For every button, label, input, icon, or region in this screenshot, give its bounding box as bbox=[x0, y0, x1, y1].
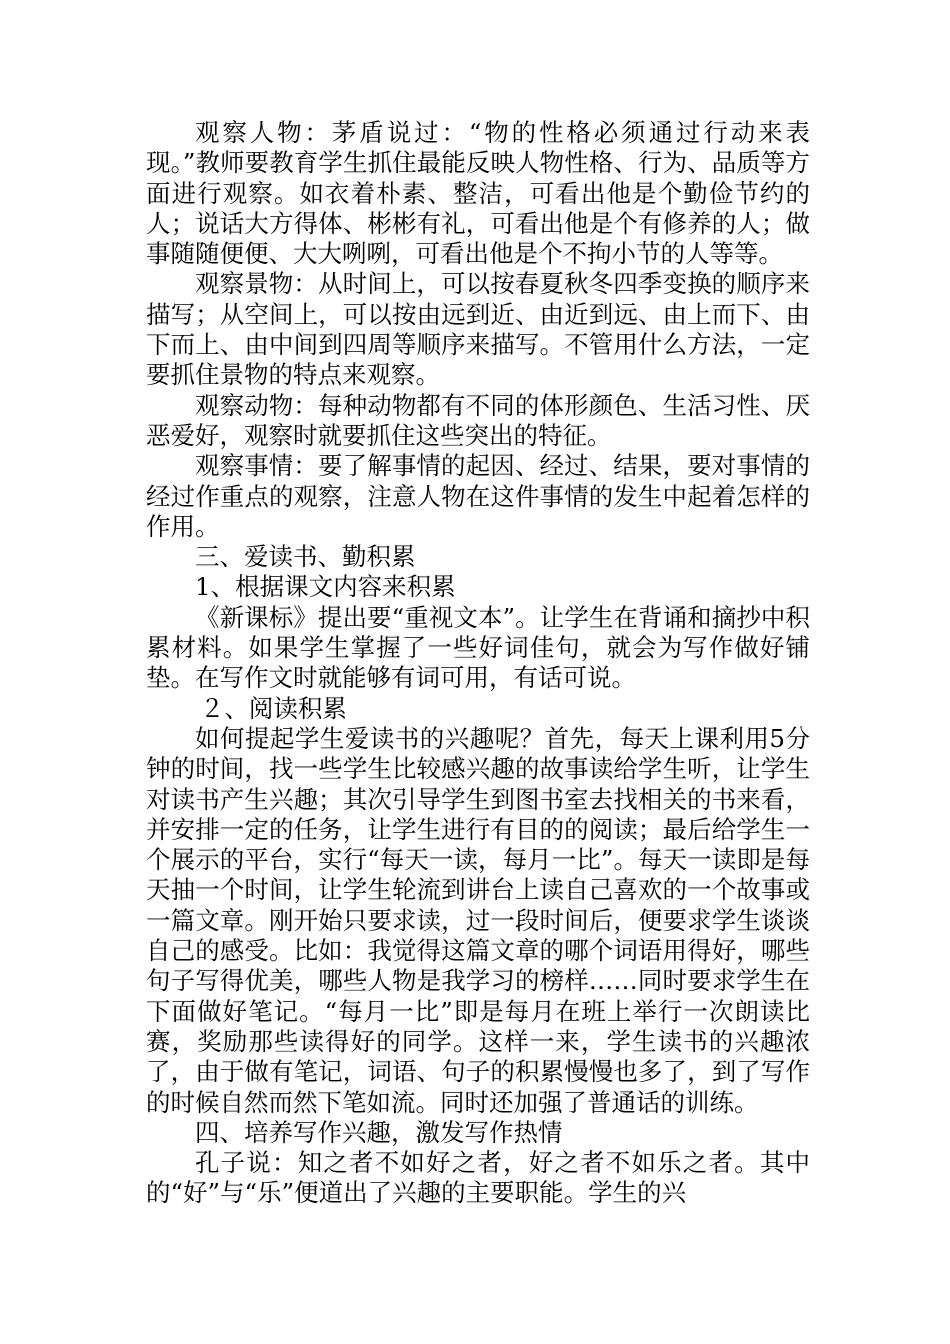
subheading-two: ２、阅读积累 bbox=[199, 693, 347, 723]
subheading-one: 1、根据课文内容来积累 bbox=[195, 572, 456, 602]
section-heading-three: 三、爱读书、勤积累 bbox=[195, 542, 416, 572]
paragraph-new-curriculum: 《新课标》提出要“重视文本”。让学生在背诵和摘抄中积累材料。如果学生掌握了一些好词佳句，就会为写作做好铺垫。在写作文时就能够有词可用，有话可说。 bbox=[146, 602, 810, 693]
paragraph-reading-interest: 如何提起学生爱读书的兴趣呢？首先，每天上课利用5分钟的时间，找一些学生比较感兴趣的故事读给学生听，让学生对读书产生兴趣；其次引导学生到图书室去找相关的书来看，并安排一定的任务，让学生进行有目的的阅读；最后给学生一个展示的平台，实行“每天一读，每月一比”。每天一读即是每天抽一个时间，让学生轮流到讲台上读自己喜欢的一个故事或一篇文章。刚开始只要求读，过一段时间后，便要求学生谈谈自己的感受。比如：我觉得这篇文章的哪个词语用得好，哪些句子写得优美，哪些人物是我学习的榜样……同时要求学生在下面做好笔记。“每月一比”即是每月在班上举行一次朗读比赛，奖励那些读得好的同学。这样一来，学生读书的兴趣浓了，由于做有笔记，词语、句子的积累慢慢也多了，到了写作的时候自然而然下笔如流。同时还加强了普通话的训练。 bbox=[146, 723, 810, 1117]
paragraph-observe-scenery: 观察景物：从时间上，可以按春夏秋冬四季变换的顺序来描写；从空间上，可以按由远到近、由近到远、由上而下、由下而上、由中间到四周等顺序来描写。不管用什么方法，一定要抓住景物的特点来观察。 bbox=[146, 269, 810, 390]
paragraph-observe-animals: 观察动物：每种动物都有不同的体形颜色、生活习性、厌恶爱好，观察时就要抓住这些突出的特征。 bbox=[146, 390, 810, 450]
paragraph-observe-people: 观察人物：茅盾说过：“物的性格必须通过行动来表现。”教师要教育学生抓住最能反映人物性格、行为、品质等方面进行观察。如衣着朴素、整洁，可看出他是个勤俭节约的人；说话大方得体、彬彬有礼，可看出他是个有修养的人；做事随随便便、大大咧咧，可看出他是个不拘小节的人等等。 bbox=[146, 118, 810, 269]
paragraph-observe-events: 观察事情：要了解事情的起因、经过、结果，要对事情的经过作重点的观察，注意人物在这件事情的发生中起着怎样的作用。 bbox=[146, 451, 810, 541]
document-page bbox=[146, 118, 810, 1209]
paragraph-confucius: 孔子说：知之者不如好之者，好之者不如乐之者。其中的“好”与“乐”便道出了兴趣的主要职能。学生的兴 bbox=[146, 1148, 810, 1208]
section-heading-four: 四、培养写作兴趣，激发写作热情 bbox=[195, 1117, 563, 1147]
